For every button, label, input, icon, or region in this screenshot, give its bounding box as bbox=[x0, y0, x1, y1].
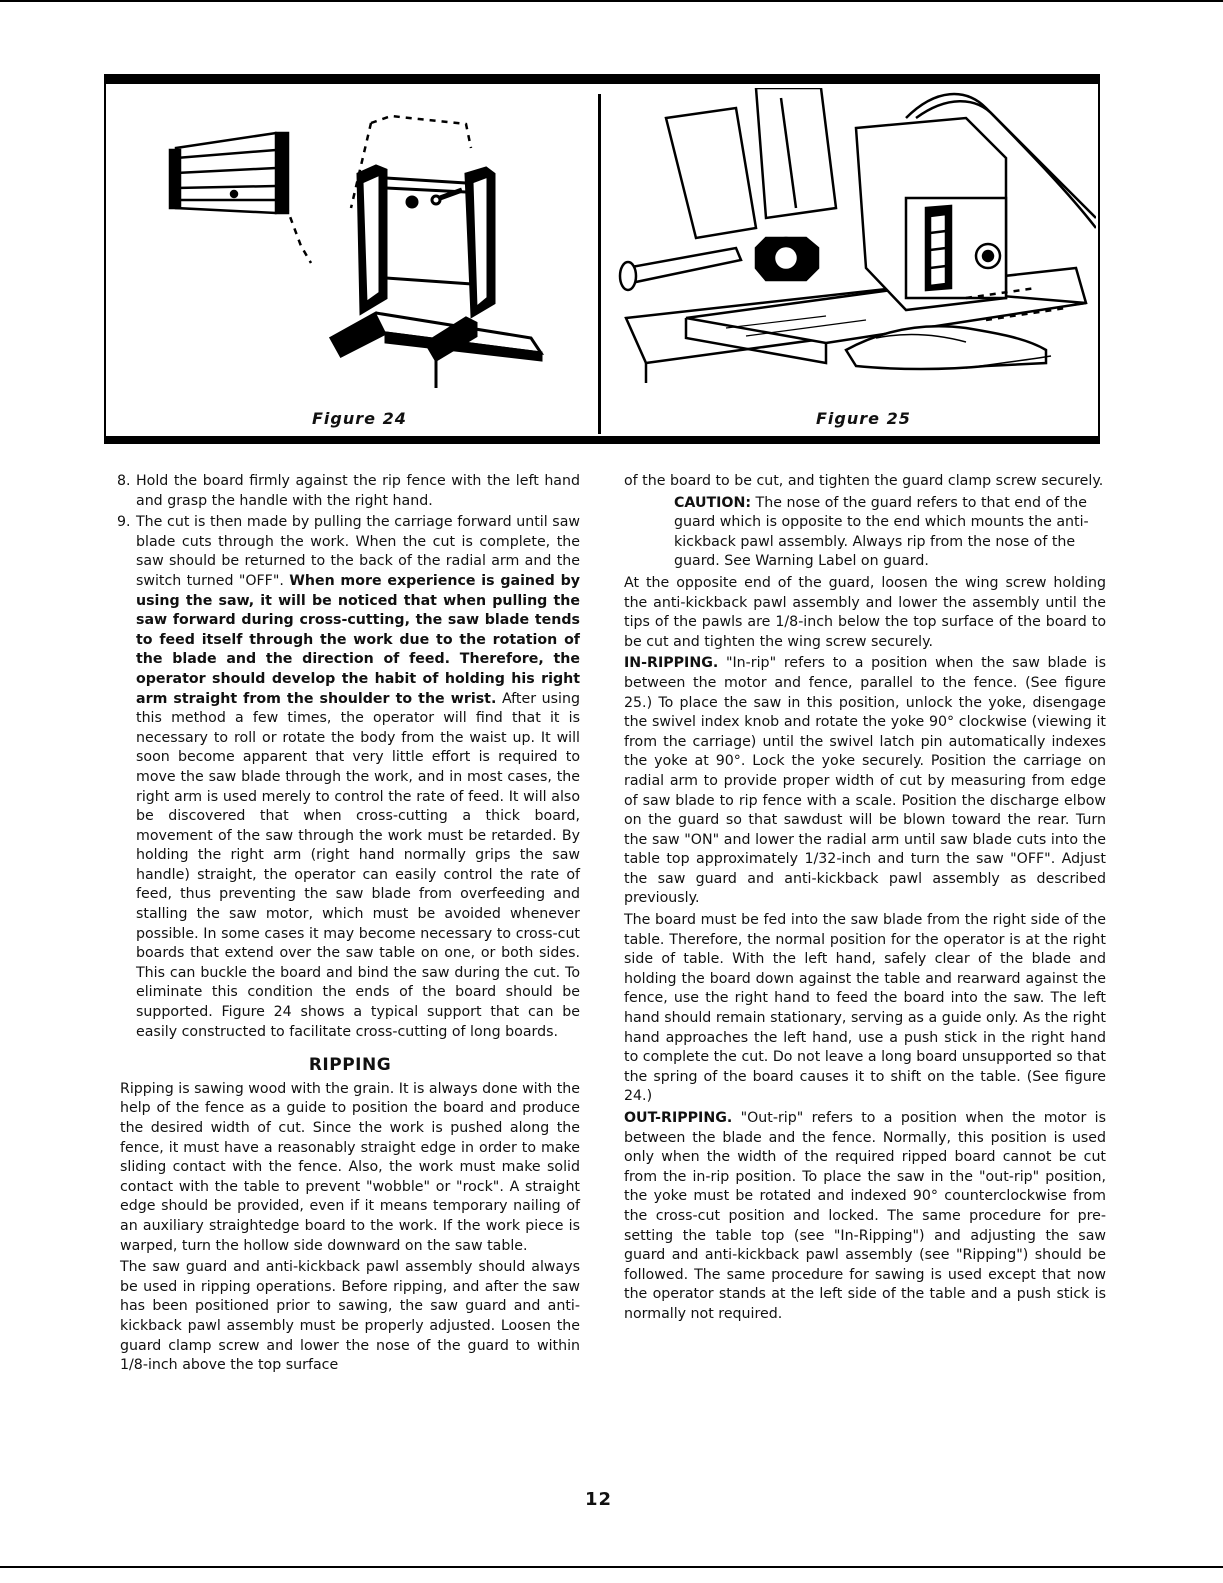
right-column bbox=[624, 472, 1106, 1327]
in-ripping-text: "In-rip" refers to a position when the saw blade is between the motor and fence, parallel to the fence. (See figure 25.) To place the saw in this position, unlock the yoke, disengage the swivel index knob and rotate the yoke 90° clockwise (viewing it from the carriage) until the swivel latch pin automatically indexes the yoke at 90°. Lock the yoke securely. Position the carriage on radial arm to provide proper width of cut by measuring from edge of saw blade to rip fence with a scale. Position the discharge elbow on the guard so that sawdust will be blown toward the rear. Turn the saw "ON" and lower the radial arm until saw blade cuts into the table top approximately 1/32-inch and turn the saw "OFF". Adjust the saw guard and anti-kickback pawl assembly as described previously. bbox=[624, 655, 1106, 907]
figure-25-caption: Figure 25 bbox=[816, 409, 911, 428]
ripping-paragraph-2: The saw guard and anti-kickback pawl assembly should always be used in ripping operations. Before ripping, and after the saw has been positioned prior to sawing, the saw guard and anti-kickback pawl assembly must be properly adjusted. Loosen the guard clamp screw and lower the nose of the guard to within 1/8-inch above the top surface bbox=[120, 1259, 580, 1374]
caution-note bbox=[674, 494, 1106, 572]
left-column bbox=[117, 472, 580, 1378]
figure-24-caption: Figure 24 bbox=[312, 409, 407, 428]
in-ripping-saw-drawing bbox=[606, 88, 1096, 400]
figure-25-illustration bbox=[606, 88, 1096, 400]
caution-text: The nose of the guard refers to that end of the guard which is opposite to the end which mounts the anti-kickback pawl assembly. Always rip from the nose of the guard. See Warning Label on guard. bbox=[674, 494, 1089, 570]
list-item-9 bbox=[117, 513, 580, 1042]
continued-paragraph: of the board to be cut, and tighten the guard clamp screw securely. bbox=[624, 473, 1104, 489]
ripping-heading: RIPPING bbox=[308, 1055, 392, 1076]
list-item-text-start: The cut is then made by pulling the carriage forward until saw blade cuts through the work. When the cut is complete, the saw should be returned to the back of the radial arm and the switch turned "OFF". bbox=[136, 514, 580, 589]
board-support-stand-drawing bbox=[136, 88, 556, 398]
top-rule bbox=[0, 0, 1223, 2]
list-item-text-bold: When more experience is gained by using the saw, it will be noticed that when pulling the saw forward during cross-cutting, the saw blade tends to feed itself through the work due to the rotation of the blade and the direction of feed. Therefore, the operator should develop the habit of holding his right arm straight from the shoulder to the wrist. bbox=[136, 572, 580, 707]
out-ripping-label: OUT-RIPPING. bbox=[624, 1110, 733, 1126]
board-feed-paragraph: The board must be fed into the saw blade from the right side of the table. Therefore, the normal position for the operator is at the right side of table. With the left hand, safely clear of the blade and holding the board down against the table and rearward against the fence, use the right hand to feed the board into the saw. The left hand should remain stationary, serving as a guide only. As the right hand approaches the left hand, use a push stick in the right hand to complete the cut. Do not leave a long board unsupported so that the spring of the board causes it to shift on the table. (See figure 24.) bbox=[624, 912, 1106, 1105]
list-number: 9. bbox=[117, 514, 131, 531]
bottom-rule bbox=[0, 1566, 1223, 1568]
out-ripping-text: "Out-rip" refers to a position when the motor is between the blade and the fence. Normally, this position is used only when the width of the required ripped board cannot be cut from the in-rip position. To place the saw in the "out-rip" position, the yoke must be rotated and indexed 90° counterclockwise from the cross-cut position and locked. The same procedure for pre-setting the table top (see "In-Ripping") and adjusting the saw guard and anti-kickback pawl assembly (see "Ripping") should be followed. The same procedure for sawing is used except that now the operator stands at the left side of the table and a push stick is normally not required. bbox=[624, 1110, 1106, 1322]
in-ripping-paragraph bbox=[624, 654, 1106, 909]
list-item-text-end: After using this method a few times, the operator will find that it is necessary to roll or rotate the body from the waist up. It will soon become apparent that very little effort is required to move the saw blade through the work, and in most cases, the right arm is used merely to control the rate of feed. It will also be discovered that when cross-cutting a thick board, movement of the saw through the work must be retarded. By holding the right arm (right hand normally grips the saw handle) straight, the operator can easily control the rate of feed, thus preventing the saw blade from overfeeding and stalling the saw motor, which must be avoided whenever possible. In some cases it may become necessary to cross-cut boards that extend over the saw table on one, or both sides. This can buckle the board and bind the saw during the cut. To eliminate this condition the ends of the board should be supported. Figure 24 shows a typical support that can be easily constructed to facilitate cross-cutting of long boards. bbox=[136, 690, 580, 1040]
caution-label: CAUTION: bbox=[674, 494, 752, 511]
in-ripping-label: IN-RIPPING. bbox=[624, 655, 719, 672]
wing-screw-paragraph: At the opposite end of the guard, loosen the wing screw holding the anti-kickback pawl assembly and lower the assembly until the tips of the pawls are 1/8-inch below the top surface of the board to be cut and tighten the wing screw securely. bbox=[624, 574, 1106, 650]
figure-divider bbox=[598, 94, 601, 434]
out-ripping-paragraph bbox=[624, 1109, 1106, 1325]
list-item-8 bbox=[117, 472, 580, 511]
ripping-paragraph-1: Ripping is sawing wood with the grain. It is always done with the help of the fence as a guide to position the board and produce the desired width of cut. Since the work is pushed along the fence, it must have a reasonably straight edge in order to make sliding contact with the fence. Also, the work must make solid contact with the table to prevent "wobble" or "rock". A straight edge should be provided, even if it means temporary nailing of an auxiliary straightedge board to the work. If the work piece is warped, turn the hollow side downward on the saw table. bbox=[120, 1080, 580, 1254]
figure-24-illustration bbox=[136, 88, 556, 398]
figure-frame bbox=[104, 74, 1100, 444]
page-number: 12 bbox=[585, 1489, 613, 1510]
list-item-text: Hold the board firmly against the rip fence with the left hand and grasp the handle with the right hand. bbox=[136, 473, 580, 509]
list-number: 8. bbox=[117, 473, 131, 489]
